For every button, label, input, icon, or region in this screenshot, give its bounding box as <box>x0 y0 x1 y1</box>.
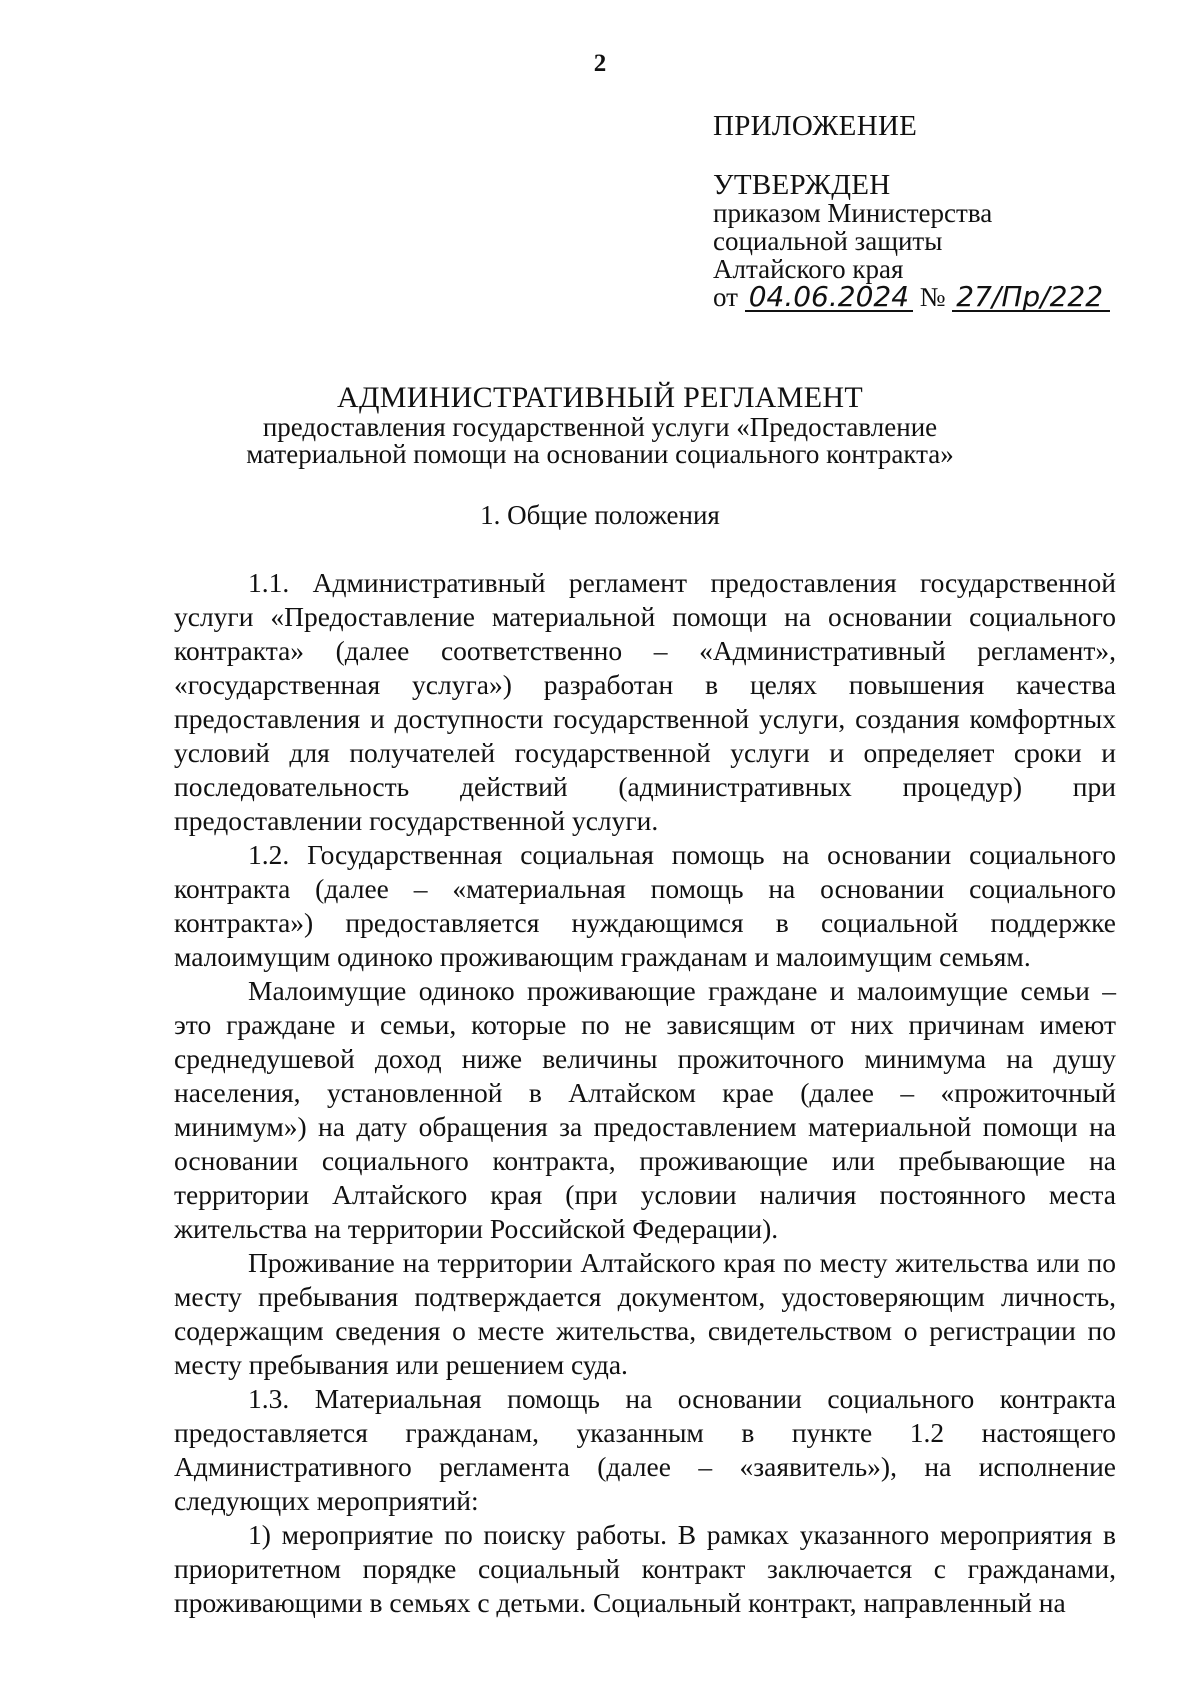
approved-label: УТВЕРЖДЕН <box>713 169 891 201</box>
approval-block <box>713 112 1153 312</box>
list-item-1: 1) мероприятие по поиску работы. В рамках указанного мероприятия в приоритетном порядке социальный контракт заключается с гражданами, проживающими в семьях с детьми. Социальный контракт, направленный на <box>174 1519 1116 1618</box>
title-sub-line-1: предоставления государственной услуги «Предоставление <box>262 412 938 442</box>
section-heading: 1. Общие положения <box>480 500 720 530</box>
title-sub-line-2: материальной помощи на основании социального контракта» <box>246 439 954 469</box>
handwritten-order-number: 27/Пр/222 <box>952 284 1110 312</box>
approval-line-3: Алтайского края <box>713 254 904 284</box>
date-prefix: от <box>713 282 738 312</box>
page-number: 2 <box>593 50 607 77</box>
number-prefix: № <box>919 282 946 312</box>
approval-line-2: социальной защиты <box>713 226 943 256</box>
paragraph-low-income-definition: Малоимущие одиноко проживающие граждане и малоимущие семьи – это граждане и семьи, которые по не зависящим от них причинам имеют среднедушевой доход ниже величины прожиточного минимума на душу населения, установленной в Алтайском крае (далее – «прожиточный минимум») на дату обращения за предоставлением материальной помощи на основании социального контракта, проживающие или пребывающие на территории Алтайского края (при условии наличия постоянного места жительства на территории Российской Федерации). <box>174 975 1116 1244</box>
paragraph-1-1: 1.1. Административный регламент предоставления государственной услуги «Предоставление материальной помощи на основании социального контракта» (далее соответственно – «Административный регламент», «государственная услуга») разработан в целях повышения качества предоставления и доступности государственной услуги, создания комфортных условий для получателей государственной услуги и определяет сроки и последовательность действий (административных процедур) при предоставлении государственной услуги. <box>174 567 1116 836</box>
paragraph-residence-confirmation: Проживание на территории Алтайского края по месту жительства или по месту пребывания подтверждается документом, удостоверяющим личность, содержащим сведения о месте жительства, свидетельством о регистрации по месту пребывания или решением суда. <box>174 1247 1116 1380</box>
title-main: АДМИНИСТРАТИВНЫЙ РЕГЛАМЕНТ <box>337 381 863 414</box>
document-title <box>150 382 1050 468</box>
body-text <box>174 566 1116 1620</box>
paragraph-1-2: 1.2. Государственная социальная помощь на основании социального контракта (далее – «материальная помощь на основании социального контракта») предоставляется нуждающимся в социальной поддержке малоимущим одиноко проживающим гражданам и малоимущим семьям. <box>174 839 1116 972</box>
appendix-label: ПРИЛОЖЕНИЕ <box>713 110 918 142</box>
handwritten-date: 04.06.2024 <box>745 284 913 312</box>
approval-date-line <box>713 280 1153 313</box>
paragraph-1-3: 1.3. Материальная помощь на основании социального контракта предоставляется гражданам, указанным в пункте 1.2 настоящего Административного регламента (далее – «заявитель»), на исполнение следующих мероприятий: <box>174 1383 1116 1516</box>
approval-line-1: приказом Министерства <box>713 198 993 228</box>
